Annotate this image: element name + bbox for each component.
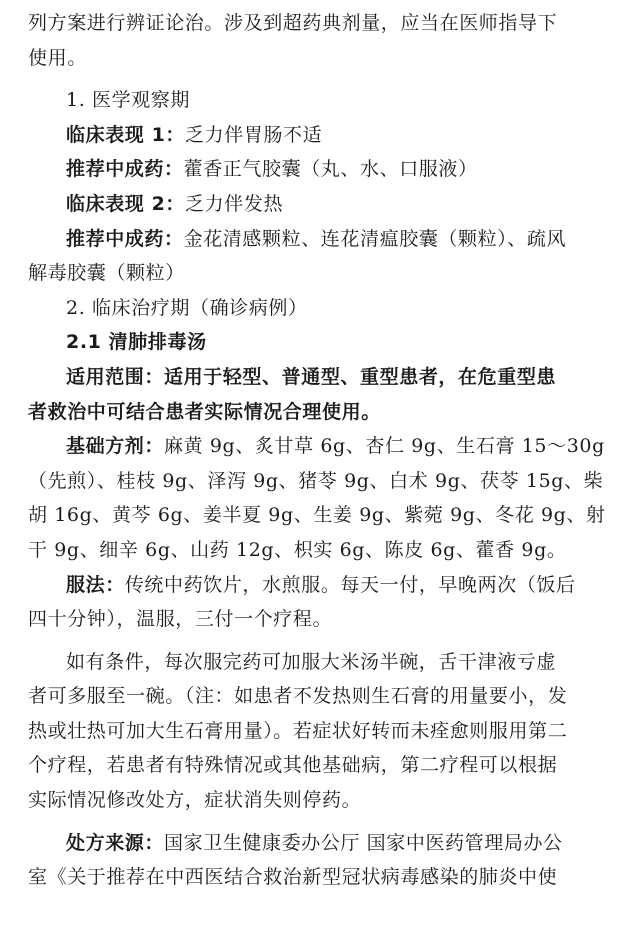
text-line-19: 如有条件，每次服完药可加服大米汤半碗，舌干津液亏虚 — [66, 650, 557, 673]
recommended-medicine-2-text: 金花清感颗粒、连花清瘟胶囊（颗粒）、疏风 — [183, 227, 567, 250]
text-line-12: 者救治中可结合患者实际情况合理使用。 — [28, 400, 381, 423]
dosage-method-label: 服法： — [66, 573, 125, 596]
recommended-medicine-1-text: 藿香正气胶囊（丸、水、口服液） — [183, 158, 478, 181]
prescription-source-label: 处方来源： — [66, 831, 165, 854]
text-line-15: 胡 16g、黄芩 6g、姜半夏 9g、生姜 9g、紫菀 9g、冬花 9g、射 — [28, 504, 606, 527]
dosage-method — [28, 568, 614, 603]
basic-prescription — [28, 429, 614, 464]
recommended-medicine-2-label: 推荐中成药： — [66, 227, 184, 250]
clinical-manifestation-1-text: 乏力伴胃肠不适 — [185, 123, 323, 146]
applicable-scope-text: 适用于轻型、普通型、重型患者，在危重型患 — [164, 365, 557, 388]
text-line-22: 个疗程，若患者有特殊情况或其他基础病，第二疗程可以根据 — [28, 754, 558, 777]
clinical-manifestation-1 — [28, 118, 614, 153]
text-line-25: 室《关于推荐在中西医结合救治新型冠状病毒感染的肺炎中使 — [28, 866, 558, 889]
clinical-manifestation-2-label: 临床表现 2： — [66, 192, 186, 215]
clinical-manifestation-2-text: 乏力伴发热 — [185, 192, 284, 215]
text-line-16: 干 9g、细辛 6g、山药 12g、枳实 6g、陈皮 6g、藿香 9g。 — [28, 538, 567, 561]
section-heading-observation: 1. 医学观察期 — [66, 89, 190, 112]
clinical-manifestation-1-label: 临床表现 1： — [66, 123, 186, 146]
recommended-medicine-1-label: 推荐中成药： — [66, 158, 184, 181]
text-line-8: 解毒胶囊（颗粒） — [28, 262, 185, 285]
recommended-medicine-2 — [28, 222, 614, 257]
text-line-18: 四十分钟），温服，三付一个疗程。 — [28, 608, 333, 631]
document-page — [28, 6, 614, 895]
text-line-2: 使用。 — [28, 46, 87, 69]
recommended-medicine-1 — [28, 152, 614, 187]
text-line-20: 者可多服至一碗。（注：如患者不发热则生石膏的用量要小，发 — [28, 685, 568, 708]
text-line-21: 热或壮热可加大生石膏用量）。若症状好转而未痊愈则服用第二 — [28, 719, 568, 742]
text-line-23: 实际情况修改处方，症状消失则停药。 — [28, 789, 362, 812]
dosage-method-text: 传统中药饮片，水煎服。每天一付，早晚两次（饭后 — [124, 573, 576, 596]
subsection-heading-qingfei: 2.1 清肺排毒汤 — [66, 331, 207, 354]
clinical-manifestation-2 — [28, 187, 614, 222]
applicable-scope-label: 适用范围： — [66, 365, 165, 388]
text-line-1: 列方案进行辨证论治。涉及到超药典剂量，应当在医师指导下 — [28, 12, 558, 34]
applicable-scope — [28, 360, 614, 395]
basic-prescription-text: 麻黄 9g、炙甘草 6g、杏仁 9g、生石膏 15～30g — [164, 435, 605, 458]
basic-prescription-label: 基础方剂： — [66, 435, 165, 458]
prescription-source — [28, 826, 614, 861]
prescription-source-text: 国家卫生健康委办公厅 国家中医药管理局办公 — [164, 831, 563, 854]
section-heading-treatment: 2. 临床治疗期（确诊病例） — [66, 296, 308, 319]
text-line-14: （先煎）、桂枝 9g、泽泻 9g、猪苓 9g、白术 9g、茯苓 15g、柴 — [28, 469, 604, 492]
